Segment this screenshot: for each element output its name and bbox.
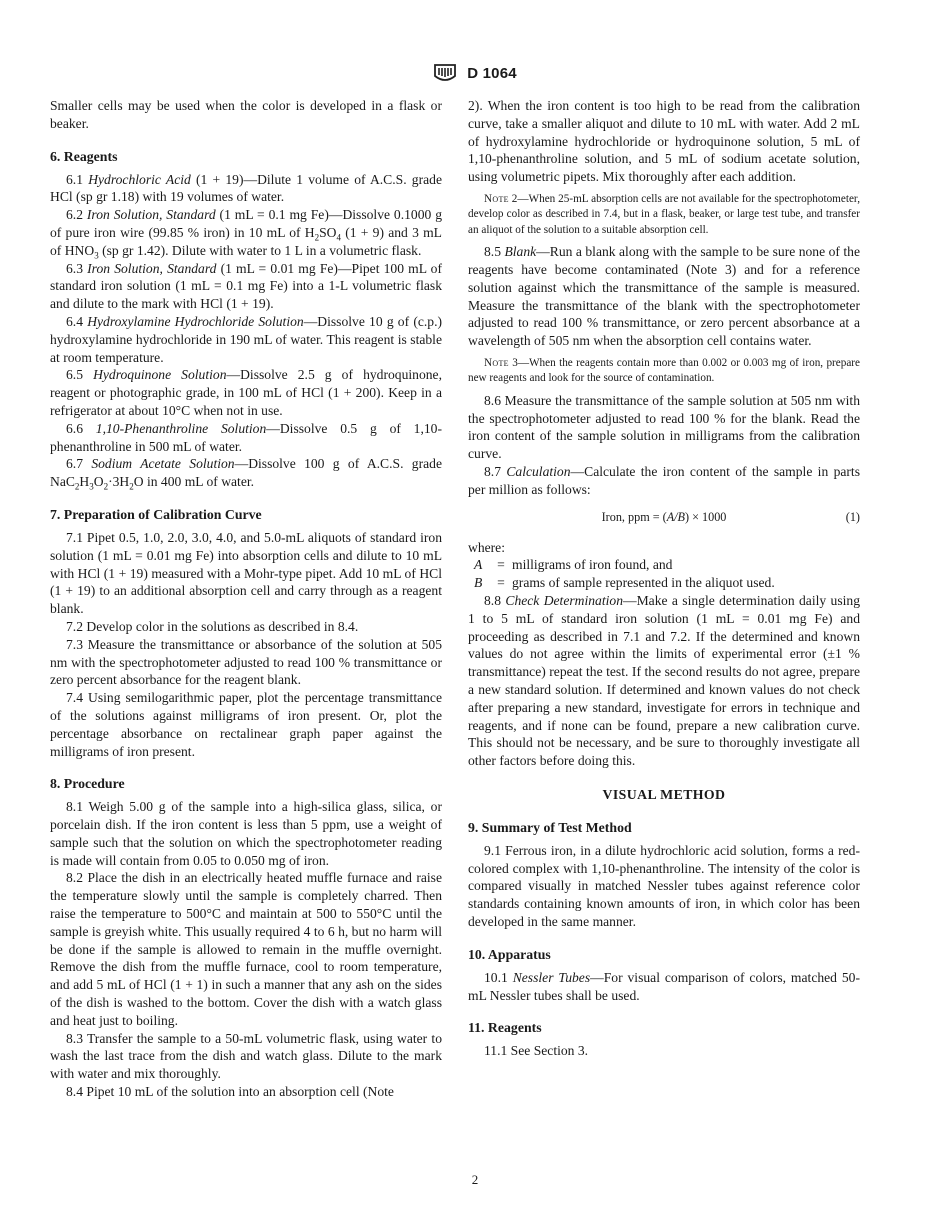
paragraph-11-1: 11.1 See Section 3.: [484, 1043, 589, 1059]
paragraph-6-2: 6.2 Iron Solution, Standard (1 mL = 0.1 mg Fe)—Dissolve 0.1000 g of pure iron wire (99.85 % iron) in 10 mL of $H_2SO_4$ (1 + 9) and 3 mL of $HNO_3$ (sp gr 1.42). Dilute with water to 1 L in a volumetric flask.: [50, 207, 442, 261]
where-label: where:: [468, 539, 505, 555]
paragraph-8-4-continued: 2). When the iron content is too high to be read from the calibration curve, take a smaller aliquot and dilute to 10 mL with water. Add 2 mL of hydroxylamine hydrochloride or hydroquinone solution, 5 mL of 1,10-phenanthroline solution, and 5 mL of sodium acetate solution, using volumetric pipets. Mix thoroughly after each addition.: [468, 98, 860, 185]
paragraph-7-3: 7.3 Measure the transmittance or absorbance of the solution at 505 nm with the spectrophotometer adjusted to read 100 % transmittance or zero percent absorbance for the reagent blank.: [50, 636, 442, 688]
paragraph-6-7: 6.7 Sodium Acetate Solution—Dissolve 100 g of A.C.S. grade $NaC_2H_3O_2\cdot 3H_2O$ in 400 mL of water.: [50, 456, 442, 492]
paragraph-9-1: 9.1 Ferrous iron, in a dilute hydrochloric acid solution, forms a red-colored complex with 1,10-phenanthroline. The intensity of the color is compared visually in matched Nessler tubes against reference color standards containing known amounts of iron, in which color has been developed in the same manner.: [468, 842, 860, 929]
standard-code: D 1064: [467, 64, 517, 82]
paragraph-6-1: 6.1 Hydrochloric Acid (1 + 19)—Dilute 1 volume of A.C.S. grade HCl (sp gr 1.18) with 19 volumes of water.: [50, 171, 442, 205]
paragraph-6-5: 6.5 Hydroquinone Solution—Dissolve 2.5 g of hydroquinone, reagent or photographic grade, in 100 mL of HCl (1 + 200). Keep in a refrigerator at about 10°C when not in use.: [50, 367, 442, 418]
section-9-heading: 9. Summary of Test Method: [468, 819, 632, 835]
section-10-heading: 10. Apparatus: [468, 946, 551, 962]
paragraph-7-2: 7.2 Develop color in the solutions as described in 8.4.: [66, 618, 359, 634]
paragraph-6-3: 6.3 Iron Solution, Standard (1 mL = 0.01 mg Fe)—Pipet 100 mL of standard iron solution (1 mL = 0.1 mg Fe) into a 1-L volumetric flask and dilute to the mark with HCl (1 + 19).: [50, 260, 443, 312]
paragraph-8-2: 8.2 Place the dish in an electrically heated muffle furnace and raise the temperature slowly until the sample is completely charred. Then raise the temperature to 500°C and maintain at 500 to 550°C until the sample is greyish white. This usually required 4 to 6 h, but no harm will be done if the sample is allowed to remain in the muffle overnight. Remove the dish from the muffle furnace, cool to room temperature, and add 5 mL of HCl (1 + 1) in such a manner that any ash on the sides of the dish is washed to the bottom. Cover the dish with a watch glass and heat just to boiling.: [50, 870, 442, 1028]
paragraph-8-1: 8.1 Weigh 5.00 g of the sample into a high-silica glass, silica, or porcelain dish. If the iron content is less than 5 ppm, use a weight of sample such that the solution on which the spectrophotometer reading is made will contain from 0.05 to 0.050 mg of iron.: [50, 799, 442, 868]
paragraph-8-6: 8.6 Measure the transmittance of the sample solution at 505 nm with the spectrophotometer adjusted to read 100 % for the blank. Read the iron content of the sample solution in milligrams from the calibration curve.: [468, 392, 860, 462]
paragraph-8-5: 8.5 Blank—Run a blank along with the sample to be sure none of the reagents have become contaminated (Note 3) and for a reference solution against which the transmittance of the sample is measured. Measure the transmittance of the blank with the spectrophotometer adjusted to read 100 % transmittance, or zero percent absorbance at a wavelength of 505 nm when the absorption cell contains water.: [468, 244, 860, 349]
variable-definitions: [474, 556, 860, 592]
definition-b: B = grams of sample represented in the aliquot used.: [474, 575, 775, 591]
page-header: [0, 62, 950, 84]
note-2: Note 2—When 25-mL absorption cells are not available for the spectrophotometer, develop color as described in 7.4, but in a flask, beaker, or large test tube, and transfer an aliquot of the solution to a suitable absorption cell.: [468, 192, 860, 236]
paragraph-8-4: 8.4 Pipet 10 mL of the solution into an absorption cell (Note: [66, 1084, 394, 1100]
paragraph-7-1: 7.1 Pipet 0.5, 1.0, 2.0, 3.0, 4.0, and 5.0-mL aliquots of standard iron solution (1 mL = 0.01 mg Fe) into absorption cells and dilute to 10 mL with HCl (1 + 19) measured with a Mohr-type pipet. Add 10 mL of HCl (1 + 19) to an additional absorption cell and carry through as a reagent blank.: [50, 529, 442, 617]
paragraph-8-7: 8.7 Calculation—Calculate the iron content of the sample in parts per million as follows:: [468, 463, 860, 497]
paragraph-10-1: 10.1 Nessler Tubes—For visual comparison of colors, matched 50-mL Nessler tubes shall be used.: [468, 969, 860, 1003]
section-7-heading: 7. Preparation of Calibration Curve: [50, 506, 262, 522]
page-number: 2: [471, 1172, 479, 1187]
paragraph-6-6: 6.6 1,10-Phenanthroline Solution—Dissolve 0.5 g of 1,10-phenanthroline in 500 mL of water.: [50, 420, 442, 454]
visual-method-heading: VISUAL METHOD: [602, 786, 726, 802]
paragraph-8-8: 8.8 Check Determination—Make a single determination daily using 1 to 5 mL of standard iron solution (1 mL = 0.01 mg Fe) and proceeding as described in 7.1 and 7.2. If the determined and known values do not agree within the limits of experimental error (±1 % transmittance) repeat the test. If the second results do not agree, prepare a new standard solution. If determined and known values do not check after preparing a new standard, investigate for errors in technique and reagents, and if none can be found, prepare a new calibration curve. This should not be necessary, and be sure to thoroughly investigate all other factors before doing this.: [468, 592, 860, 769]
definition-a: A = milligrams of iron found, and: [474, 557, 673, 573]
equation-number: (1): [845, 509, 860, 524]
section-11-heading: 11. Reagents: [468, 1020, 542, 1036]
intro-paragraph: Smaller cells may be used when the color is developed in a flask or beaker.: [50, 98, 442, 131]
equation-1: Iron, ppm = (A/B) × 1000 (1): [468, 509, 860, 525]
astm-logo-icon: [433, 62, 457, 84]
section-8-heading: 8. Procedure: [50, 776, 125, 792]
left-column: [50, 97, 442, 1101]
paragraph-6-4: 6.4 Hydroxylamine Hydrochloride Solution—Dissolve 10 g of (c.p.) hydroxylamine hydrochloride in 190 mL of water. This reagent is stable at room temperature.: [50, 313, 442, 365]
paragraph-7-4: 7.4 Using semilogarithmic paper, plot the percentage transmittance of the solutions against milligrams of iron present. Or, plot the percentage absorbance on rectalinear graph paper against the milligrams of iron present.: [50, 690, 442, 759]
note-3: Note 3—When the reagents contain more than 0.002 or 0.003 mg of iron, prepare new reagents and look for the source of contamination.: [468, 356, 860, 385]
right-column: [468, 97, 860, 1060]
paragraph-8-3: 8.3 Transfer the sample to a 50-mL volumetric flask, using water to wash the last trace from the dish and watch glass. Dilute to the mark with water and mix thoroughly.: [50, 1030, 442, 1082]
section-6-heading: 6. Reagents: [50, 148, 118, 164]
